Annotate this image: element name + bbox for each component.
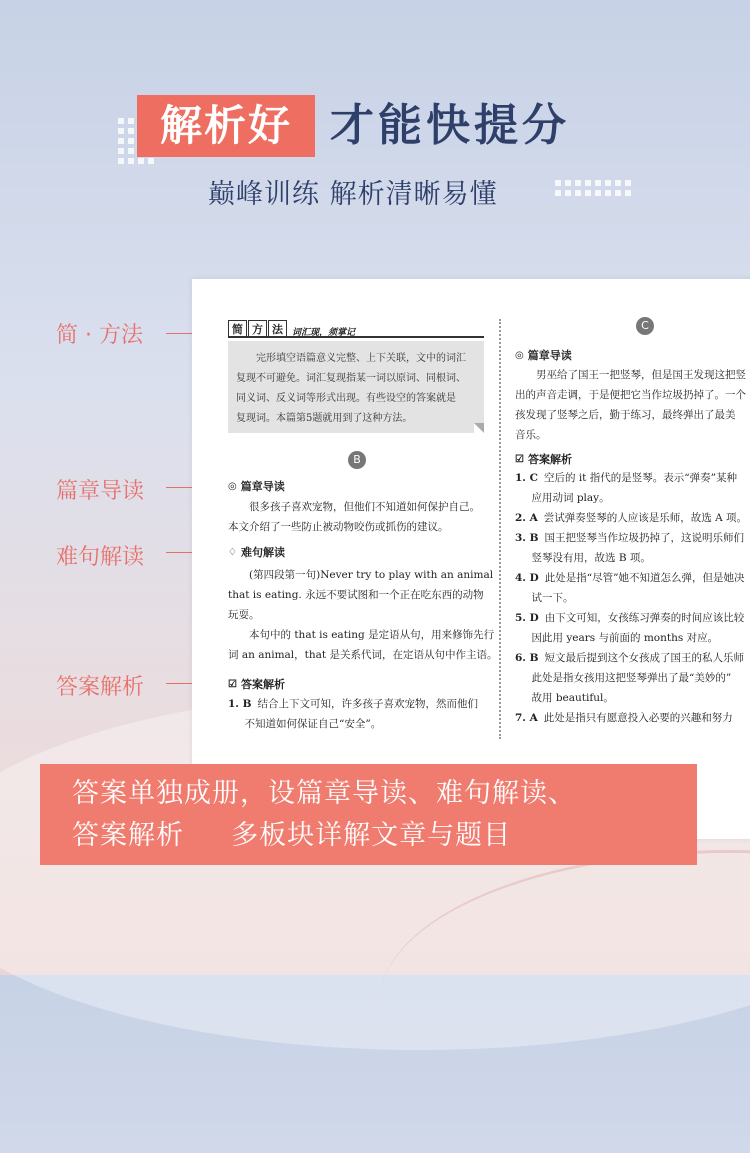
label-method: 简 · 方法 <box>56 323 143 348</box>
method-char: 简 <box>228 320 247 338</box>
guide-text-left <box>228 497 480 537</box>
hard-text <box>228 565 497 665</box>
answer-item <box>515 668 747 688</box>
answer-text: 此处是指女孩用这把竖琴弹出了最“美妙的” <box>521 672 732 684</box>
answer-text: 由下文可知，女孩练习弹奏的时间应该比较 <box>544 612 745 624</box>
method-subtitle: 词汇现，须掌记 <box>292 328 356 338</box>
answer-num: 1. B <box>228 698 252 710</box>
subtitle: 巅峰训练 解析清晰易懂 <box>208 179 498 210</box>
answer-text: 竖琴没有用，故选 B 项。 <box>521 552 651 564</box>
book-page <box>192 279 750 839</box>
text-line: 本文介绍了一些防止被动物咬伤或抓伤的建议。 <box>228 521 449 533</box>
method-rule <box>228 336 484 338</box>
answer-item <box>515 688 747 708</box>
guide-title: 篇章导读 <box>240 480 285 493</box>
eye-icon: ◎ <box>515 349 524 361</box>
text-line: 本句中的 that is eating 是定语从句，用来修饰先行 <box>228 629 495 641</box>
answer-item <box>515 548 747 568</box>
guide-title: 篇章导读 <box>527 349 572 362</box>
answer-text: 此处是指只有愿意投入必要的兴趣和努力 <box>543 712 733 724</box>
answer-text: 故用 beautiful。 <box>521 692 614 704</box>
answer-heading-right <box>515 451 572 467</box>
answer-item <box>515 568 747 588</box>
text-line: (第四段第一句)Never try to play with an animal <box>228 569 494 581</box>
text-line: 男巫给了国王一把竖琴，但是国王发现这把竖 <box>515 369 746 381</box>
answer-num: 7. A <box>515 712 538 724</box>
banner-line: 答案解析 多板块详解文章与题目 <box>72 820 512 851</box>
method-line: 复现词。本篇第5题就用到了这种方法。 <box>236 413 413 424</box>
answer-title: 答案解析 <box>527 453 572 466</box>
answer-text: 此处是指“尽管”她不知道怎么弹，但是她决 <box>544 572 745 584</box>
answer-text: 短文最后提到这个女孩成了国王的私人乐师 <box>544 652 744 664</box>
checkbox-icon: ☑ <box>515 453 524 465</box>
answer-list-right <box>515 468 747 728</box>
answer-text: 国王把竖琴当作垃圾扔掉了，这说明乐师们 <box>544 532 744 544</box>
answer-item <box>515 708 747 728</box>
section-marker-c: C <box>636 317 654 335</box>
text-line: 音乐。 <box>515 429 547 441</box>
text-line: 孩发现了竖琴之后，勤于练习，最终弹出了最美 <box>515 409 736 421</box>
checkbox-icon: ☑ <box>228 678 237 690</box>
answer-item <box>228 694 478 714</box>
answer-item <box>515 528 747 548</box>
answer-item <box>515 648 747 668</box>
headline-highlight: 解析好 <box>137 95 315 157</box>
guide-heading-left <box>228 478 285 494</box>
method-box <box>228 341 484 433</box>
guide-text-right <box>515 365 746 445</box>
answer-text: 应用动词 play。 <box>521 492 610 504</box>
answer-num: 3. B <box>515 532 539 544</box>
method-char: 方 <box>248 320 267 338</box>
label-guide: 篇章导读 <box>56 479 145 504</box>
eye-icon: ◎ <box>228 480 237 492</box>
method-line: 复现不可避免。词汇复现指某一词以原词、同根词、 <box>236 373 466 384</box>
answer-item <box>515 628 747 648</box>
method-line: 同义词、反义词等形式出现。有些设空的答案就是 <box>236 393 456 404</box>
answer-num: 5. D <box>515 612 539 624</box>
text-line: 很多孩子喜欢宠物，但他们不知道如何保护自己。 <box>228 501 480 513</box>
answer-text: 试一下。 <box>521 592 574 604</box>
column-divider <box>499 319 501 739</box>
text-line: that is eating. 永远不要试图和一个正在吃东西的动物 <box>228 589 484 601</box>
answer-title: 答案解析 <box>240 678 285 691</box>
label-answers: 答案解析 <box>56 675 145 700</box>
method-char: 法 <box>268 320 287 338</box>
answer-text: 因此用 years 与前面的 months 对应。 <box>521 632 719 644</box>
text-line: 玩耍。 <box>228 609 260 621</box>
answer-num: 6. B <box>515 652 539 664</box>
answer-item <box>228 714 478 734</box>
section-marker-b: B <box>348 451 366 469</box>
text-line: 出的声音走调，于是便把它当作垃圾扔掉了。一个 <box>515 389 746 401</box>
banner-line: 答案单独成册，设篇章导读、难句解读、 <box>72 778 576 809</box>
answer-heading-left <box>228 676 285 692</box>
decor-dots-right <box>555 180 631 196</box>
answer-num: 4. D <box>515 572 539 584</box>
answer-item <box>515 468 747 488</box>
answer-num: 1. C <box>515 472 538 484</box>
answer-item <box>515 588 747 608</box>
lightbulb-icon: ♢ <box>228 546 237 558</box>
answer-text: 结合上下文可知，许多孩子喜欢宠物，然而他们 <box>257 698 478 710</box>
text-line: 词 an animal，that 是关系代词，在定语从句中作主语。 <box>228 649 498 661</box>
answer-text: 不知道如何保证自己“安全”。 <box>234 718 382 730</box>
page-fold <box>474 423 484 433</box>
guide-heading-right <box>515 347 572 363</box>
feature-banner <box>40 764 697 865</box>
answer-num: 2. A <box>515 512 538 524</box>
answer-list-left <box>228 694 478 734</box>
answer-item <box>515 508 747 528</box>
hard-title: 难句解读 <box>240 546 285 559</box>
answer-text: 尝试弹奏竖琴的人应该是乐师，故选 A 项。 <box>543 512 748 524</box>
method-line: 完形填空语篇意义完整、上下关联，文中的词汇 <box>236 353 466 364</box>
answer-item <box>515 608 747 628</box>
label-hard-sentence: 难句解读 <box>56 545 145 570</box>
answer-item <box>515 488 747 508</box>
answer-text: 空后的 it 指代的是竖琴。表示“弹奏”某种 <box>543 472 737 484</box>
hard-heading <box>228 544 285 560</box>
headline-text: 才能快提分 <box>330 100 570 151</box>
